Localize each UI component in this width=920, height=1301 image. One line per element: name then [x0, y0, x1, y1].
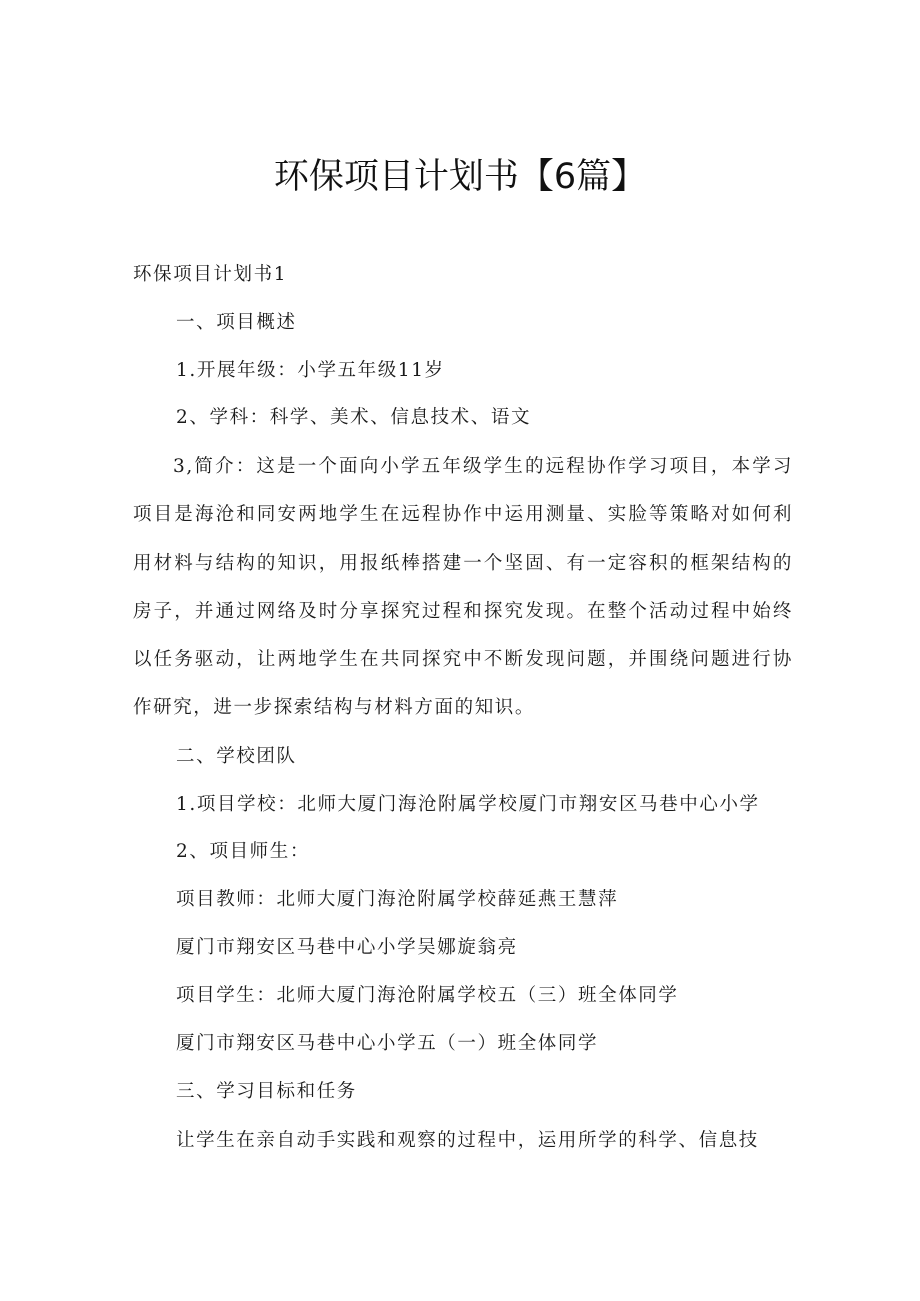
project-students-line1: 项目学生：北师大厦门海沧附属学校五（三）班全体同学 [176, 985, 679, 1006]
item-project-teachers-students: 2、项目师生： [176, 841, 310, 862]
project-students-line2: 厦门市翔安区马巷中心小学五（一）班全体同学 [176, 1033, 599, 1054]
section-heading: 环保项目计划书1 [133, 264, 288, 285]
learning-goals-text: 让学生在亲自动手实践和观察的过程中，运用所学的科学、信息技 [176, 1130, 759, 1151]
heading-learning-goals: 三、学习目标和任务 [176, 1081, 357, 1102]
item-grade: 1.开展年级：小学五年级11岁 [176, 360, 445, 381]
intro-paragraph: 3,简介：这是一个面向小学五年级学生的远程协作学习项目，本学习项目是海沧和同安两地学生在远程协作中运用测量、实脸等策略对如何利用材料与结构的知识，用报纸棒搭建一个坚固、有一定容积的框架结构的房子，并通过网络及时分享探究过程和探究发现。在整个活动过程中始终以任务驱动，让两地学生在共同探究中不断发现问题，并围绕问题进行协作研究，进一步探索结构与材料方面的知识。 [133, 456, 793, 719]
project-teachers-line2: 厦门市翔安区马巷中心小学吴娜旋翁亮 [176, 937, 518, 958]
item-subjects: 2、学科：科学、美术、信息技术、语文 [176, 407, 532, 428]
heading-school-team: 二、学校团队 [176, 746, 297, 767]
project-teachers-line1: 项目教师：北师大厦门海沧附属学校薛延燕王慧萍 [176, 889, 619, 910]
heading-project-overview: 一、项目概述 [176, 312, 297, 333]
item-project-schools: 1.项目学校：北师大厦门海沧附属学校厦门市翔安区马巷中心小学 [176, 794, 760, 815]
document-title: 环保项目计划书【6篇】 [273, 157, 647, 197]
